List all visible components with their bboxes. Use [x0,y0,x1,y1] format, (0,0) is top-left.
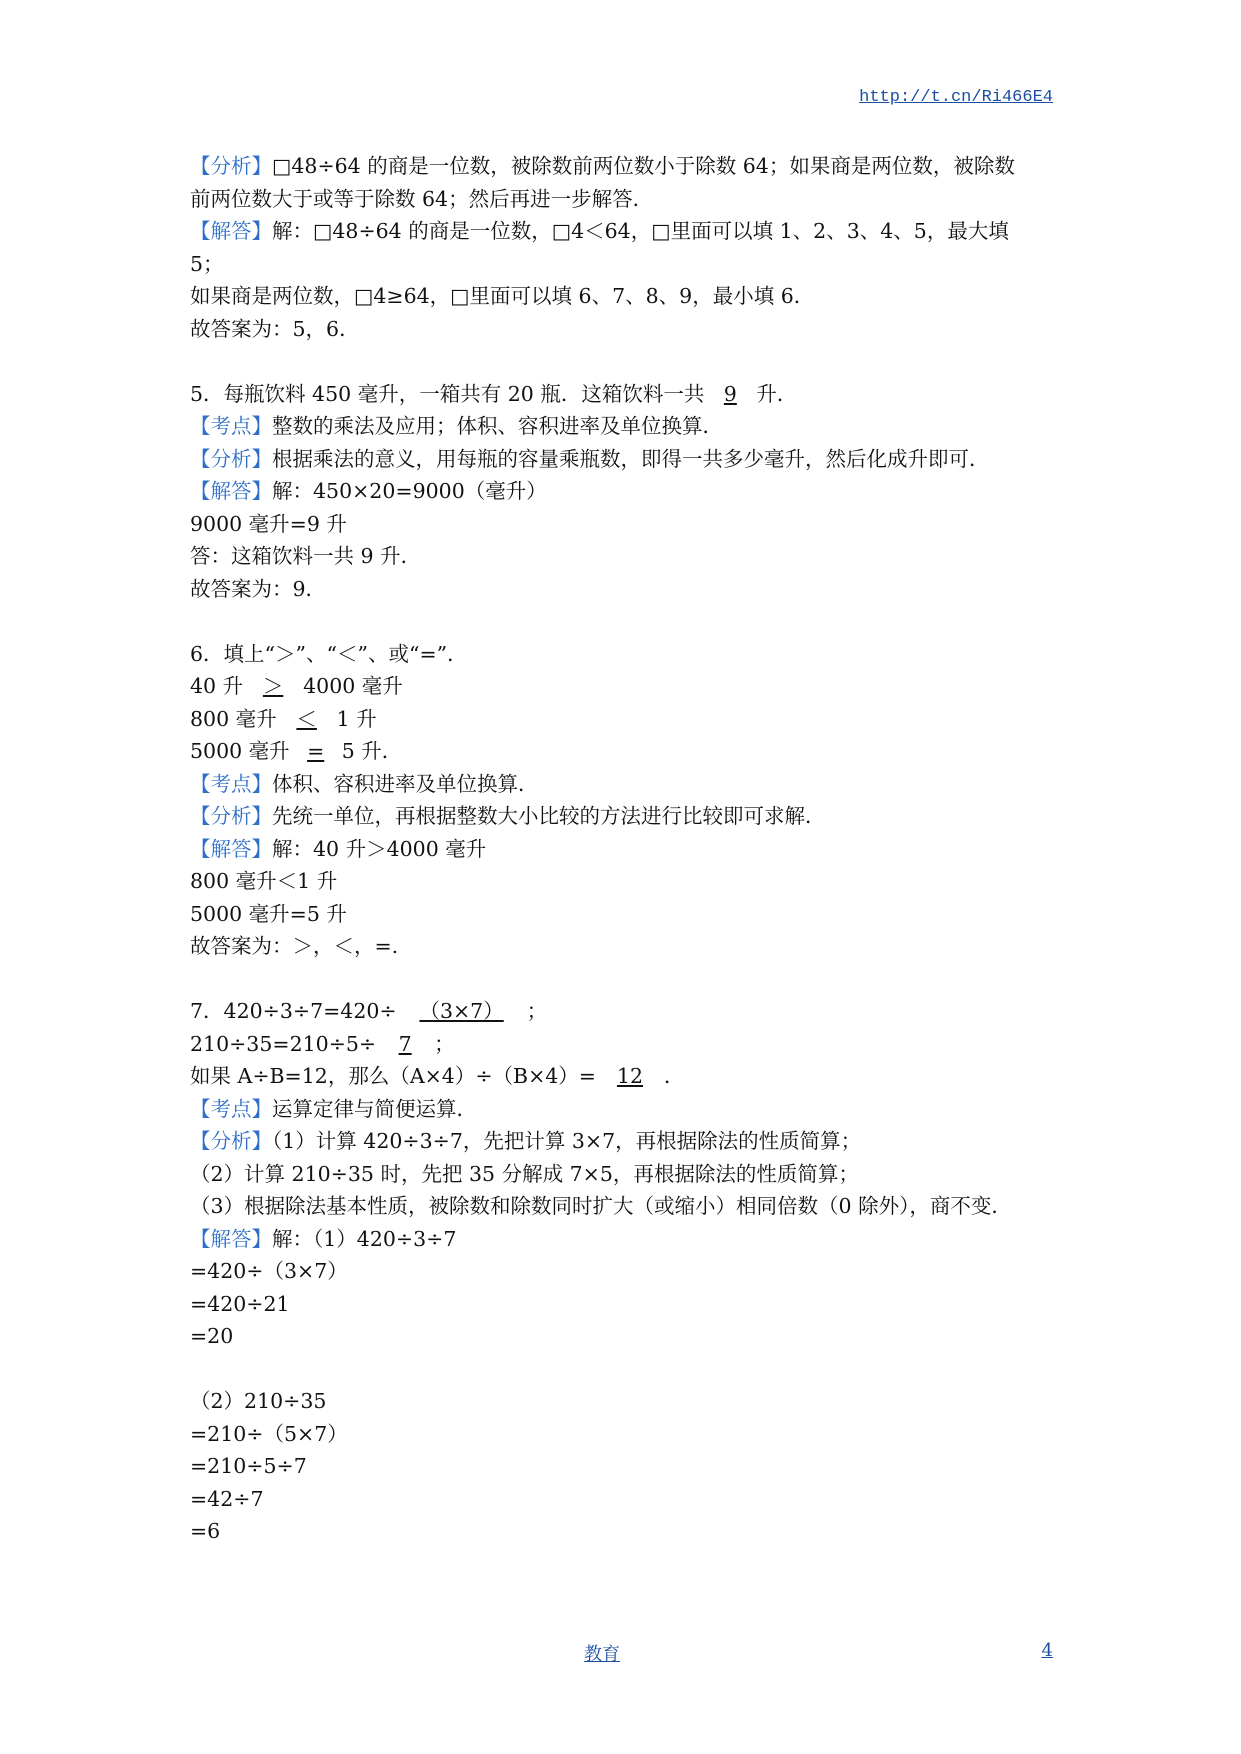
point-tag: 【考点】 [190,1096,272,1121]
answer-line [190,1223,1070,1256]
question-text: ； [526,999,548,1023]
answer-tag: 【解答】 [190,836,272,861]
answer-line: 故答案为：5，6． [190,316,360,341]
header-link[interactable]: http://t.cn/Ri466E4 [859,88,1053,107]
question-5-stem [190,378,1070,411]
answer-line: （2）210÷35 [190,1389,327,1413]
fill-blank: 12 [616,1064,644,1088]
point-tag: 【考点】 [190,414,272,438]
answer-line: =6 [190,1519,221,1543]
answer-line [190,475,1070,508]
question-text: ； [434,1031,455,1056]
answer-line: =20 [190,1324,234,1348]
question-6-row [190,670,1070,703]
analysis-text: □48÷64 的商是一位数，被除数前两位数小于除数 64；如果商是两位数，被除数 [272,154,1015,178]
answer-line: 答：这箱饮料一共 9 升． [190,544,422,568]
question-text: 5000 毫升 [190,739,290,763]
question-text: 210÷35=210÷5÷ [190,1031,377,1056]
answer-line: 5； [190,251,224,276]
analysis-tag: 【分析】 [190,446,272,471]
analysis-text: （1）计算 420÷3÷7，先把计算 3×7，再根据除法的性质简算； [272,1129,862,1153]
question-text: ． [664,1064,685,1088]
question-text: 升． [756,381,798,406]
question-6-stem: 6．填上“＞”、“＜”、或“=”． [190,641,468,666]
answer-text: 解：（1）420÷3÷7 [272,1226,457,1251]
answer-text: 解：□48÷64 的商是一位数，□4＜64，□里面可以填 1、2、3、4、5，最大填 [272,219,1009,243]
fill-blank: 9 [723,381,737,406]
analysis-tag: 【分析】 [190,154,272,178]
analysis-line [190,443,1070,476]
point-line [190,1093,1070,1126]
point-line [190,410,1070,443]
answer-tag: 【解答】 [190,1226,272,1251]
analysis-tag: 【分析】 [190,804,272,828]
analysis-line [190,1125,1070,1158]
question-7-line [190,1060,1070,1093]
analysis-line [190,150,1070,183]
question-text: 5 升． [341,739,403,763]
point-line [190,768,1070,801]
page-number[interactable]: 4 [1041,1640,1053,1661]
answer-line: 故答案为：＞，＜，=. [190,934,399,958]
question-text: 40 升 [190,674,244,698]
answer-line: 5000 毫升=5 升 [190,901,347,926]
analysis-text: 前两位数大于或等于除数 64；然后再进一步解答． [190,186,654,211]
question-text: 如果 A÷B=12，那么（A×4）÷（B×4）= [190,1064,596,1088]
answer-line: =420÷（3×7） [190,1259,348,1283]
answer-line: 如果商是两位数，□4≥64，□里面可以填 6、7、8、9，最小填 6． [190,284,815,308]
answer-line [190,215,1070,248]
analysis-text: 先统一单位，再根据整数大小比较的方法进行比较即可求解． [272,804,826,828]
question-text: 800 毫升 [190,706,277,731]
question-7-line [190,1028,1070,1061]
answer-line: 9000 毫升=9 升 [190,511,347,536]
answer-line: =210÷5÷7 [190,1454,307,1478]
question-text: 5．每瓶饮料 450 毫升，一箱共有 20 瓶．这箱饮料一共 [190,381,705,406]
answer-line [190,833,1070,866]
analysis-line [190,183,1070,216]
fill-blank: 7 [398,1031,412,1056]
analysis-line: （2）计算 210÷35 时，先把 35 分解成 7×5，再根据除法的性质简算； [190,1161,859,1186]
analysis-tag: 【分析】 [190,1129,272,1153]
point-text: 运算定律与简便运算． [272,1096,477,1121]
answer-tag: 【解答】 [190,219,272,243]
question-text: 1 升 [336,706,377,731]
question-text: 7．420÷3÷7=420÷ [190,999,397,1023]
answer-text: 解：450×20=9000（毫升） [272,479,547,503]
answer-text: 解：40 升＞4000 毫升 [272,836,487,861]
answer-line: =420÷21 [190,1291,290,1316]
analysis-line [190,800,1070,833]
answer-line: 800 毫升＜1 升 [190,869,338,893]
answer-line: =210÷（5×7） [190,1421,348,1446]
question-6-row [190,703,1070,736]
answer-tag: 【解答】 [190,479,272,503]
fill-blank: （3×7） [419,999,504,1023]
analysis-line: （3）根据除法基本性质，被除数和除数同时扩大（或缩小）相同倍数（0 除外），商不变． [190,1194,1012,1218]
question-text: 4000 毫升 [303,674,403,698]
question-6-row [190,735,1070,768]
fill-blank: ＞ [262,674,284,698]
question-7-stem [190,995,1070,1028]
point-text: 体积、容积进率及单位换算． [272,771,539,796]
answer-line: 故答案为：9． [190,576,327,601]
point-tag: 【考点】 [190,771,272,796]
fill-blank: = [307,739,325,763]
footer-link[interactable]: 教育 [584,1644,620,1665]
analysis-text: 根据乘法的意义，用每瓶的容量乘瓶数，即得一共多少毫升，然后化成升即可． [272,446,990,471]
document-body [190,150,1070,1548]
fill-blank: ＜ [296,706,317,731]
answer-line: =42÷7 [190,1486,264,1511]
point-text: 整数的乘法及应用；体积、容积进率及单位换算． [272,414,723,438]
